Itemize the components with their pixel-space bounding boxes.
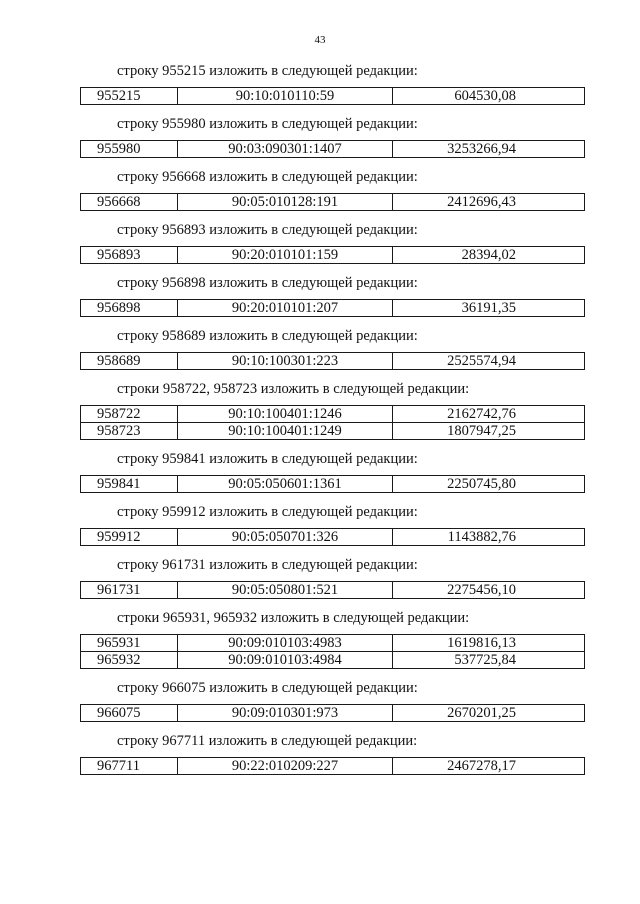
cadastral-number-cell: 90:10:010110:59 bbox=[178, 88, 393, 105]
row-number-cell: 965932 bbox=[81, 652, 178, 669]
row-number-cell: 958722 bbox=[81, 406, 178, 423]
amendment-block bbox=[0, 168, 640, 211]
cadastral-number-cell: 90:10:100401:1249 bbox=[178, 423, 393, 440]
row-number-cell: 956893 bbox=[81, 247, 178, 264]
amendment-block bbox=[0, 274, 640, 317]
cadastral-number-cell: 90:22:010209:227 bbox=[178, 758, 393, 775]
amendment-block bbox=[0, 609, 640, 669]
amendment-block bbox=[0, 450, 640, 493]
row-number-cell: 956668 bbox=[81, 194, 178, 211]
value-cell: 3253266,94 bbox=[393, 141, 585, 158]
amendment-heading: строку 955980 изложить в следующей редакции: bbox=[117, 116, 418, 132]
amendment-heading: строку 967711 изложить в следующей редакции: bbox=[117, 733, 418, 749]
amendment-heading: строки 965931, 965932 изложить в следующей редакции: bbox=[117, 610, 470, 626]
amendment-block bbox=[0, 503, 640, 546]
amendment-block bbox=[0, 679, 640, 722]
table-row bbox=[81, 529, 585, 546]
table-row bbox=[81, 758, 585, 775]
cadastral-number-cell: 90:09:010103:4984 bbox=[178, 652, 393, 669]
amendment-heading: строку 955215 изложить в следующей редакции: bbox=[117, 63, 418, 79]
cadastral-number-cell: 90:05:010128:191 bbox=[178, 194, 393, 211]
amendment-table bbox=[80, 352, 585, 370]
amendment-block bbox=[0, 732, 640, 775]
value-cell: 604530,08 bbox=[393, 88, 585, 105]
value-cell: 2275456,10 bbox=[393, 582, 585, 599]
row-number-cell: 955215 bbox=[81, 88, 178, 105]
value-cell: 2162742,76 bbox=[393, 406, 585, 423]
value-cell: 537725,84 bbox=[393, 652, 585, 669]
table-row bbox=[81, 582, 585, 599]
value-cell: 2467278,17 bbox=[393, 758, 585, 775]
table-row bbox=[81, 353, 585, 370]
amendment-table bbox=[80, 193, 585, 211]
amendment-block bbox=[0, 380, 640, 440]
amendment-heading: строку 958689 изложить в следующей редакции: bbox=[117, 328, 418, 344]
amendment-table bbox=[80, 581, 585, 599]
cadastral-number-cell: 90:03:090301:1407 bbox=[178, 141, 393, 158]
amendment-heading: строку 956898 изложить в следующей редакции: bbox=[117, 275, 418, 291]
amendment-table bbox=[80, 405, 585, 440]
cadastral-number-cell: 90:10:100301:223 bbox=[178, 353, 393, 370]
value-cell: 2412696,43 bbox=[393, 194, 585, 211]
page-number: 43 bbox=[314, 34, 326, 46]
row-number-cell: 958723 bbox=[81, 423, 178, 440]
value-cell: 36191,35 bbox=[393, 300, 585, 317]
row-number-cell: 966075 bbox=[81, 705, 178, 722]
amendment-table bbox=[80, 634, 585, 669]
amendment-table bbox=[80, 757, 585, 775]
table-row bbox=[81, 141, 585, 158]
row-number-cell: 967711 bbox=[81, 758, 178, 775]
amendment-block bbox=[0, 221, 640, 264]
amendment-table bbox=[80, 475, 585, 493]
amendment-table bbox=[80, 87, 585, 105]
value-cell: 2670201,25 bbox=[393, 705, 585, 722]
table-row bbox=[81, 705, 585, 722]
cadastral-number-cell: 90:10:100401:1246 bbox=[178, 406, 393, 423]
amendment-heading: строку 961731 изложить в следующей редакции: bbox=[117, 557, 418, 573]
table-row bbox=[81, 635, 585, 652]
row-number-cell: 958689 bbox=[81, 353, 178, 370]
value-cell: 1619816,13 bbox=[393, 635, 585, 652]
table-row bbox=[81, 88, 585, 105]
document-body bbox=[0, 62, 640, 785]
cadastral-number-cell: 90:05:050701:326 bbox=[178, 529, 393, 546]
amendment-block bbox=[0, 556, 640, 599]
cadastral-number-cell: 90:09:010103:4983 bbox=[178, 635, 393, 652]
cadastral-number-cell: 90:05:050801:521 bbox=[178, 582, 393, 599]
row-number-cell: 959912 bbox=[81, 529, 178, 546]
amendment-heading: строку 956893 изложить в следующей редакции: bbox=[117, 222, 418, 238]
value-cell: 1807947,25 bbox=[393, 423, 585, 440]
amendment-table bbox=[80, 704, 585, 722]
cadastral-number-cell: 90:20:010101:159 bbox=[178, 247, 393, 264]
amendment-heading: строку 966075 изложить в следующей редакции: bbox=[117, 680, 418, 696]
value-cell: 28394,02 bbox=[393, 247, 585, 264]
amendment-table bbox=[80, 246, 585, 264]
amendment-heading: строку 956668 изложить в следующей редакции: bbox=[117, 169, 418, 185]
amendment-heading: строку 959912 изложить в следующей редакции: bbox=[117, 504, 418, 520]
row-number-cell: 961731 bbox=[81, 582, 178, 599]
amendment-heading: строку 959841 изложить в следующей редакции: bbox=[117, 451, 418, 467]
amendment-table bbox=[80, 299, 585, 317]
cadastral-number-cell: 90:20:010101:207 bbox=[178, 300, 393, 317]
row-number-cell: 959841 bbox=[81, 476, 178, 493]
amendment-block bbox=[0, 327, 640, 370]
amendment-block bbox=[0, 115, 640, 158]
value-cell: 2250745,80 bbox=[393, 476, 585, 493]
table-row bbox=[81, 194, 585, 211]
amendment-heading: строки 958722, 958723 изложить в следующей редакции: bbox=[117, 381, 470, 397]
row-number-cell: 956898 bbox=[81, 300, 178, 317]
table-row bbox=[81, 406, 585, 423]
amendment-table bbox=[80, 528, 585, 546]
amendment-block bbox=[0, 62, 640, 105]
value-cell: 2525574,94 bbox=[393, 353, 585, 370]
table-row bbox=[81, 652, 585, 669]
table-row bbox=[81, 423, 585, 440]
table-row bbox=[81, 247, 585, 264]
row-number-cell: 955980 bbox=[81, 141, 178, 158]
value-cell: 1143882,76 bbox=[393, 529, 585, 546]
table-row bbox=[81, 476, 585, 493]
row-number-cell: 965931 bbox=[81, 635, 178, 652]
cadastral-number-cell: 90:05:050601:1361 bbox=[178, 476, 393, 493]
table-row bbox=[81, 300, 585, 317]
cadastral-number-cell: 90:09:010301:973 bbox=[178, 705, 393, 722]
amendment-table bbox=[80, 140, 585, 158]
